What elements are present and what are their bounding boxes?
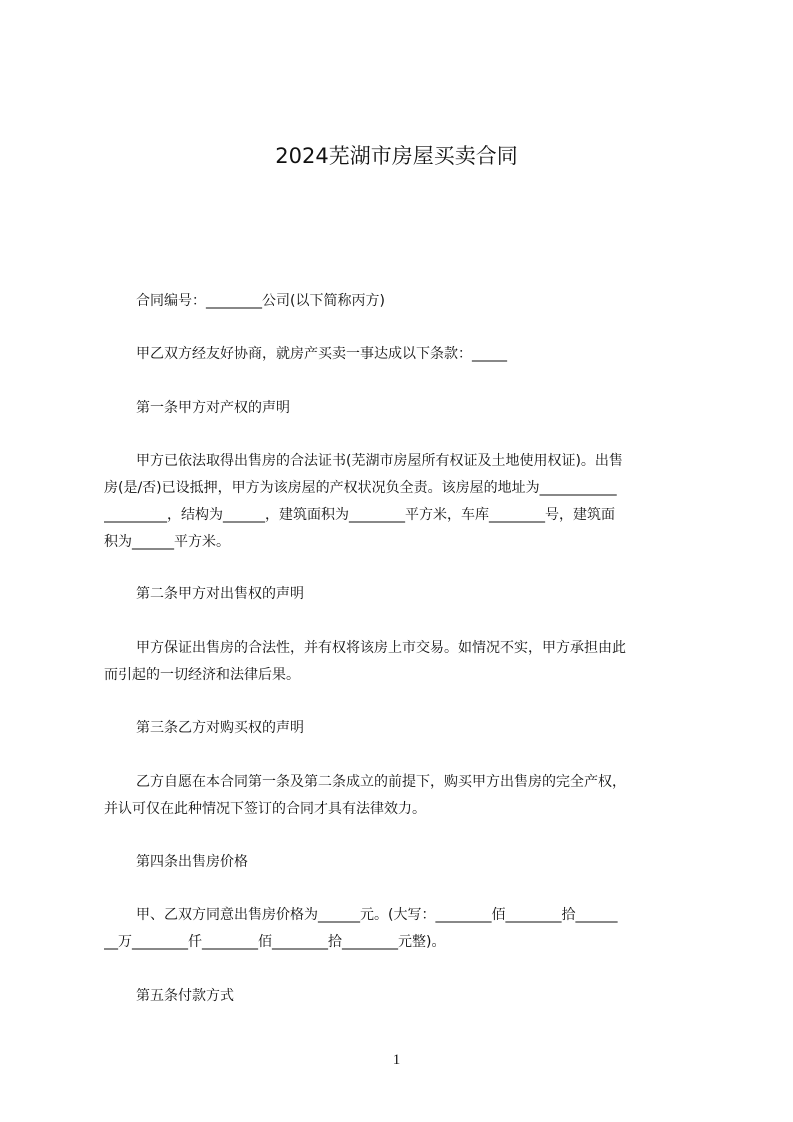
article-2-line-2: 而引起的一切经济和法律后果。 <box>104 667 300 683</box>
intro-paragraph: 甲乙双方经友好协商，就房产买卖一事达成以下条款：_____ <box>136 346 507 362</box>
article-4-heading: 第四条出售房价格 <box>136 854 248 870</box>
article-1-line-1: 甲方已依法取得出售房的合法证书(芜湖市房屋所有权证及土地使用权证)。出售 <box>136 453 623 469</box>
article-3-line-2: 并认可仅在此种情况下签订的合同才具有法律效力。 <box>104 801 426 817</box>
article-1-heading: 第一条甲方对产权的声明 <box>136 400 290 416</box>
article-5-heading: 第五条付款方式 <box>136 988 234 1004</box>
article-2-line-1: 甲方保证出售房的合法性，并有权将该房上市交易。如情况不实，甲方承担由此 <box>136 640 626 656</box>
article-3-heading: 第三条乙方对购买权的声明 <box>136 720 304 736</box>
article-1-line-3: _________，结构为______，建筑面积为________平方米，车库________号，建筑面 <box>104 507 615 523</box>
article-4-line-1: 甲、乙双方同意出售房价格为______元。(大写：________佰________拾______ <box>136 907 618 923</box>
contract-number-line: 合同编号：________公司(以下简称丙方) <box>136 293 385 309</box>
page-number: 1 <box>392 1052 401 1068</box>
article-3-line-1: 乙方自愿在本合同第一条及第二条成立的前提下，购买甲方出售房的完全产权， <box>136 774 626 790</box>
document-title: 2024芜湖市房屋买卖合同 <box>275 144 518 168</box>
article-1-line-2: 房(是/否)已设抵押，甲方为该房屋的产权状况负全责。该房屋的地址为___________ <box>104 480 617 496</box>
article-2-heading: 第二条甲方对出售权的声明 <box>136 586 304 602</box>
article-4-line-2: __万________仟________佰________拾________元整)。 <box>104 934 446 950</box>
article-1-line-4: 积为______平方米。 <box>104 534 230 550</box>
